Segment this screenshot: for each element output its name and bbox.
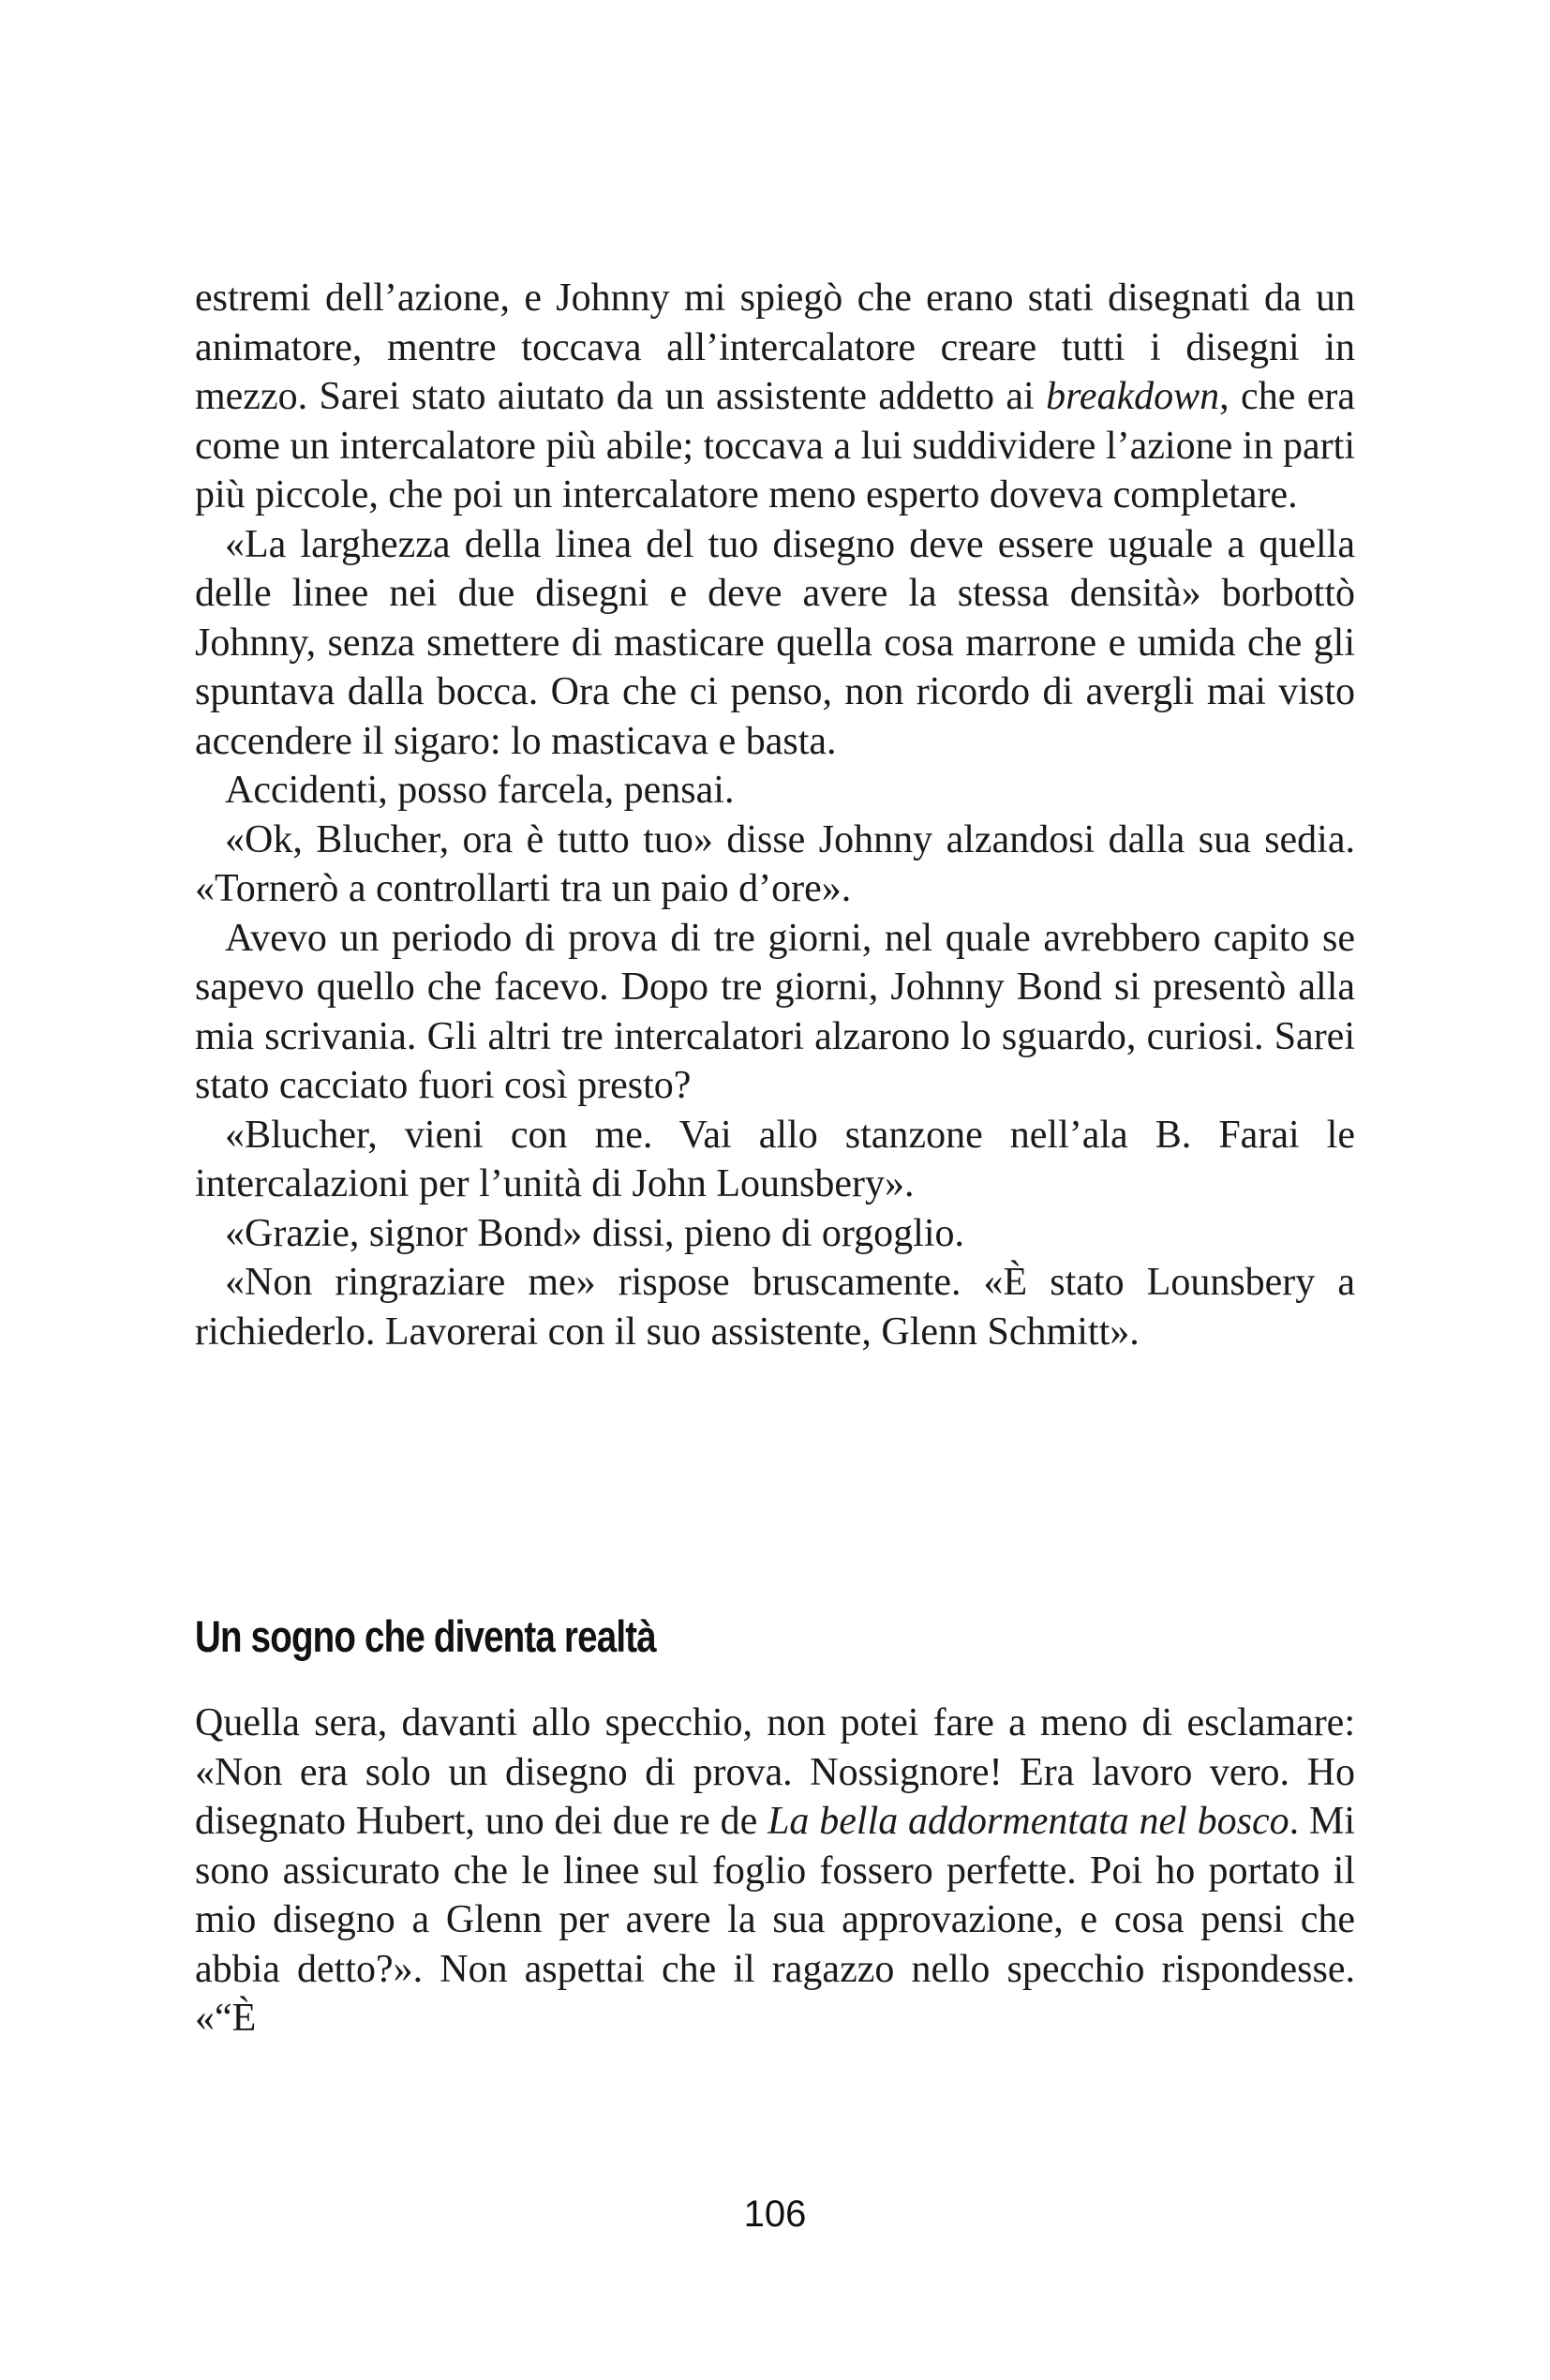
- italic-title: La bella addormentata nel bosco: [768, 1800, 1289, 1843]
- paragraph: «Non ringraziare me» rispose bruscamente. «È stato Lounsbery a richiederlo. Lavorerai con il suo assistente, Glenn Schmitt».: [195, 1261, 1355, 1354]
- italic-term: breakdown: [1046, 375, 1220, 418]
- paragraph: «La larghezza della linea del tuo disegno deve essere uguale a quella delle linee nei due disegni e deve avere la stessa densità» borbottò Johnny, senza smettere di masticare quella cosa marrone e umida che gli spuntava dalla bocca. Ora che ci penso, non ricordo di avergli mai visto accendere il sigaro: lo masticava e basta.: [195, 522, 1355, 763]
- text-segment: estremi dell’azione, e Johnny mi spiegò che erano stati disegnati da un animatore, mentre toccava all’intercalatore creare tutti i disegni in mezzo. Sarei stato aiutato da un assistente addetto ai: [195, 277, 1355, 418]
- body-text-top: [195, 274, 1355, 1356]
- page-number: 106: [743, 2193, 807, 2235]
- paragraph: Accidenti, posso farcela, pensai.: [225, 769, 735, 812]
- paragraph: «Grazie, signor Bond» dissi, pieno di orgoglio.: [225, 1211, 964, 1255]
- text-segment: . Mi sono assicurato che le linee sul foglio fossero perfette. Poi ho portato il mio disegno a Glenn per avere la sua approvazione, e cosa pensi che abbia detto?». Non aspettai che il ragazzo nello specchio rispondesse. «“È: [195, 1800, 1355, 2040]
- text-segment: Quella sera, davanti allo specchio, non potei fare a meno di esclamare: «Non era solo un disegno di prova. Nossignore! Era lavoro vero. Ho disegnato Hubert, uno dei due re de: [195, 1701, 1355, 1843]
- paragraph: «Ok, Blucher, ora è tutto tuo» disse Johnny alzandosi dalla sua sedia. «Tornerò a controllarti tra un paio d’ore».: [195, 817, 1355, 910]
- paragraph: [195, 1699, 1355, 2043]
- section-heading: Un sogno che diventa realtà: [195, 1611, 656, 1661]
- paragraph: Avevo un periodo di prova di tre giorni, nel quale avrebbero capito se sapevo quello che facevo. Dopo tre giorni, Johnny Bond si presentò alla mia scrivania. Gli altri tre intercalatori alzarono lo sguardo, curiosi. Sarei stato cacciato fuori così presto?: [195, 916, 1355, 1107]
- paragraph-continuation: [195, 274, 1355, 520]
- text-segment: , che era come un intercalatore più abile; toccava a lui suddividere l’azione in parti più piccole, che poi un intercalatore meno esperto doveva completare.: [195, 375, 1355, 516]
- body-text-bottom: [195, 1699, 1355, 2043]
- paragraph: «Blucher, vieni con me. Vai allo stanzone nell’ala B. Farai le intercalazioni per l’unità di John Lounsbery».: [195, 1113, 1355, 1205]
